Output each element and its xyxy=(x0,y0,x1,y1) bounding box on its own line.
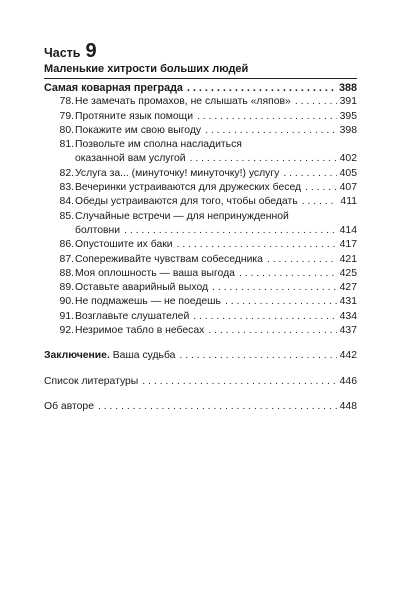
entry-number: 92. xyxy=(59,325,74,337)
entry-page: 405 xyxy=(337,167,357,181)
toc-entry[interactable] xyxy=(44,195,357,209)
toc-entry[interactable] xyxy=(44,310,357,324)
entry-number: 84. xyxy=(59,196,74,208)
entry-page: 437 xyxy=(337,324,357,338)
toc-entry[interactable] xyxy=(44,124,357,138)
entry-page: 431 xyxy=(337,295,357,309)
entry-page: 425 xyxy=(337,267,357,281)
entry-title: Протяните язык помощи xyxy=(75,110,194,122)
toc-entry[interactable] xyxy=(44,181,357,195)
entry-title: Сопереживайте чувствам собеседника xyxy=(75,253,263,265)
toc-entry[interactable] xyxy=(44,238,357,252)
back-matter xyxy=(44,349,357,414)
toc-entry[interactable] xyxy=(44,295,357,309)
entry-number: 78. xyxy=(59,96,74,108)
entry-title: Покажите им свою выгоду xyxy=(75,124,202,136)
entry-number: 83. xyxy=(59,182,74,194)
back-matter-title: Об авторе xyxy=(44,400,94,412)
entry-title: Оставьте аварийный выход xyxy=(75,282,209,294)
entry-number: 87. xyxy=(59,253,74,265)
entry-page: 414 xyxy=(337,224,357,238)
entry-number: 85. xyxy=(59,210,74,222)
entry-number: 90. xyxy=(59,296,74,308)
entry-title: Услуга за... (минуточку! минуточку!) услугу xyxy=(75,167,280,179)
entry-title: Незримое табло в небесах xyxy=(75,325,205,337)
entry-title: Моя оплошность — ваша выгода xyxy=(75,267,235,279)
entry-title: Опустошите их баки xyxy=(75,239,173,251)
part-number: 9 xyxy=(85,40,97,62)
toc-entry[interactable] xyxy=(44,152,357,166)
back-matter-title: Ваша судьба xyxy=(109,350,176,362)
back-matter-title: Список литературы xyxy=(44,375,139,387)
toc-entry[interactable] xyxy=(44,324,357,338)
toc-entry[interactable] xyxy=(44,253,357,267)
entry-page: 391 xyxy=(337,95,357,109)
entry-number: 91. xyxy=(59,310,74,322)
entry-page: 427 xyxy=(337,281,357,295)
back-matter-page: 442 xyxy=(337,349,357,363)
entry-page: 402 xyxy=(337,152,357,166)
part-title: Маленькие хитрости больших людей xyxy=(44,63,249,75)
entry-page: 421 xyxy=(337,253,357,267)
entry-title: Вечеринки устраиваются для дружеских бесед xyxy=(75,182,302,194)
entry-title: Позвольте им сполна насладиться xyxy=(75,139,242,151)
toc-entry[interactable] xyxy=(44,224,357,238)
section-page: 388 xyxy=(338,82,357,94)
divider xyxy=(44,78,357,79)
back-matter-entry[interactable] xyxy=(44,400,357,414)
entry-number: 79. xyxy=(59,110,74,122)
table-of-contents xyxy=(44,41,357,414)
toc-section[interactable] xyxy=(44,81,357,95)
toc-entries xyxy=(44,95,357,338)
entry-number: 81. xyxy=(59,139,74,151)
toc-entry-line[interactable] xyxy=(44,210,357,224)
entry-title: Обеды устраиваются для того, чтобы обедать xyxy=(75,196,298,208)
back-matter-entry[interactable] xyxy=(44,349,357,363)
entry-number: 88. xyxy=(59,267,74,279)
back-matter-page: 448 xyxy=(337,400,357,414)
toc-entry-line[interactable] xyxy=(44,138,357,152)
back-matter-entry[interactable] xyxy=(44,375,357,389)
entry-title: Случайные встречи — для непринужденной xyxy=(75,210,289,222)
toc-entry[interactable] xyxy=(44,95,357,109)
entry-page: 434 xyxy=(337,310,357,324)
entry-number: 89. xyxy=(59,282,74,294)
entry-title: Не подмажешь — не поедешь xyxy=(75,296,221,308)
section-title: Самая коварная преграда xyxy=(44,82,183,94)
entry-page: 417 xyxy=(337,238,357,252)
entry-page: 398 xyxy=(337,124,357,138)
entry-title: оказанной вам услугой xyxy=(75,153,186,165)
toc-entry[interactable] xyxy=(44,267,357,281)
entry-page: 411 xyxy=(337,195,357,209)
entry-number: 86. xyxy=(59,239,74,251)
toc-entry[interactable] xyxy=(44,281,357,295)
entry-number: 80. xyxy=(59,124,74,136)
entry-title: Не замечать промахов, не слышать «ляпов» xyxy=(75,96,291,108)
back-matter-bold: Заключение. xyxy=(44,350,110,362)
entry-title: Возглавьте слушателей xyxy=(75,310,190,322)
entry-title: болтовни xyxy=(75,224,121,236)
entry-page: 395 xyxy=(337,110,357,124)
toc-entry[interactable] xyxy=(44,167,357,181)
back-matter-page: 446 xyxy=(337,375,357,389)
entry-number: 82. xyxy=(59,167,74,179)
toc-entry[interactable] xyxy=(44,110,357,124)
part-heading xyxy=(44,41,357,61)
entry-page: 407 xyxy=(337,181,357,195)
part-label: Часть xyxy=(44,46,81,60)
